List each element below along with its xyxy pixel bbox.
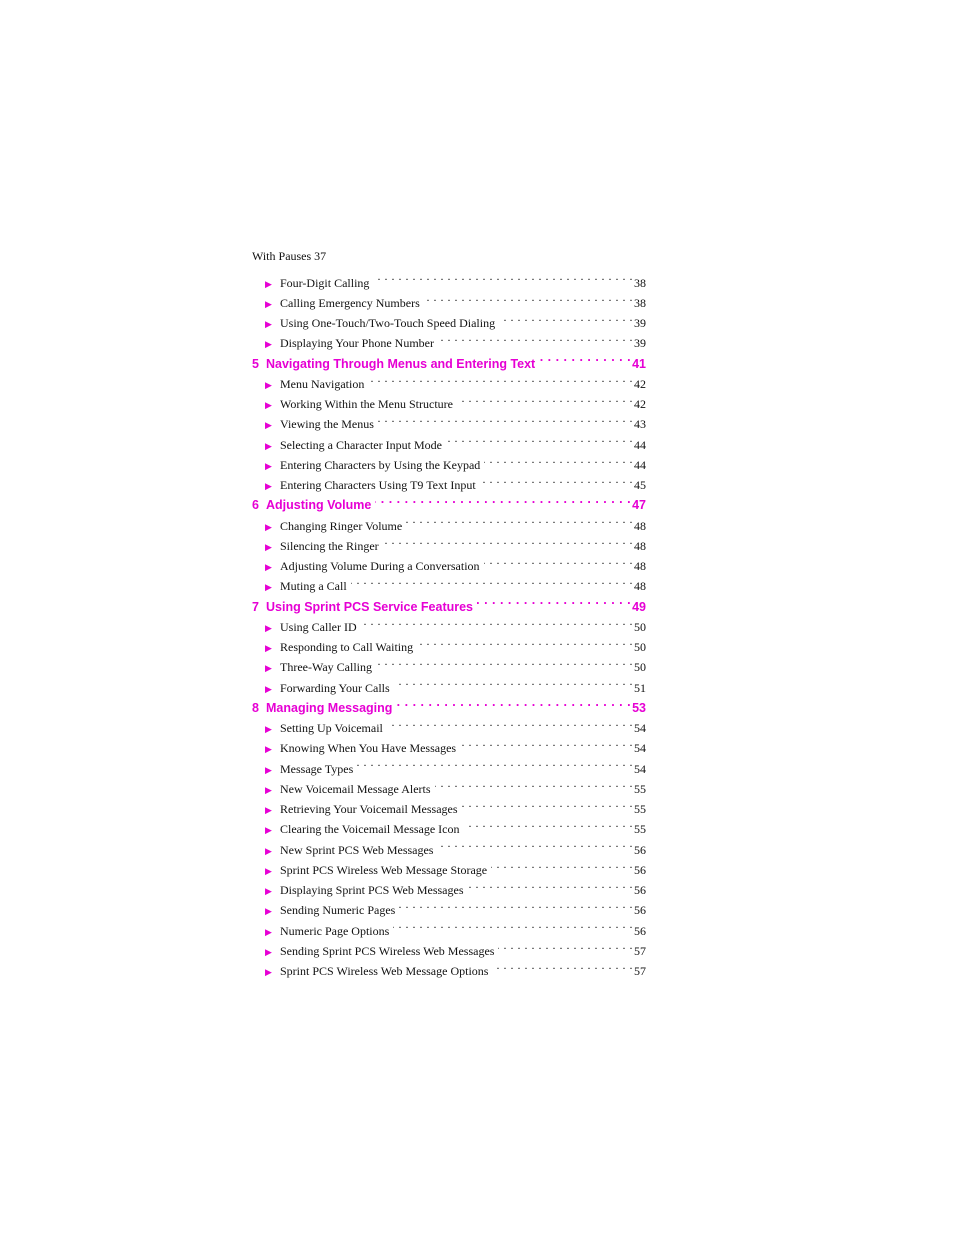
dot-leader [435, 773, 633, 793]
page-number: 54 [634, 721, 646, 735]
page-number: 56 [634, 883, 646, 897]
page-number: 56 [634, 903, 646, 918]
chapter-number: 5 [252, 356, 259, 371]
triangle-bullet-icon: ▶ [265, 441, 272, 452]
entry-title: New Sprint PCS Web Messages [280, 842, 434, 857]
entry-title: Using Caller ID [280, 619, 357, 634]
entry-title: Responding to Call Waiting [280, 640, 414, 654]
page-number: 56 [634, 862, 646, 877]
entry-title: Silencing the Ringer [280, 538, 379, 553]
dot-leader [480, 469, 633, 489]
triangle-bullet-icon: ▶ [265, 482, 272, 492]
page-number: 55 [634, 781, 646, 796]
page-number: 45 [634, 478, 646, 492]
triangle-bullet-icon: ▶ [265, 623, 272, 634]
dot-leader [351, 570, 633, 590]
triangle-bullet-icon: ▶ [265, 664, 272, 675]
entry-title: Menu Navigation [280, 376, 365, 391]
page-number: 51 [634, 680, 646, 695]
triangle-bullet-icon: ▶ [265, 299, 272, 310]
page-number: 57 [634, 964, 646, 978]
dot-leader [437, 833, 633, 853]
chapter-title: Managing Messaging [266, 700, 393, 715]
triangle-bullet-icon: ▶ [265, 563, 272, 573]
page-number: 50 [634, 660, 646, 675]
dot-leader [406, 509, 633, 529]
chapter-title: Using Sprint PCS Service Features [266, 599, 474, 614]
page-number: 44 [634, 437, 646, 452]
entry-title: Clearing the Voicemail Message Icon [280, 822, 460, 837]
entry-title: Knowing When You Have Messages [280, 741, 457, 756]
page-number: 55 [634, 802, 646, 816]
page-number: 50 [634, 640, 646, 654]
triangle-bullet-icon: ▶ [265, 947, 272, 958]
dot-leader [417, 631, 633, 651]
triangle-bullet-icon: ▶ [265, 785, 272, 796]
table-of-contents [252, 246, 646, 978]
dot-leader [387, 712, 633, 732]
dot-leader [438, 327, 633, 347]
triangle-bullet-icon: ▶ [265, 542, 272, 553]
chapter-number: 8 [252, 700, 259, 715]
triangle-bullet-icon: ▶ [265, 907, 272, 918]
dot-leader [460, 732, 633, 752]
chapter-title: Navigating Through Menus and Entering Text [266, 356, 536, 371]
page-number: 54 [634, 761, 646, 776]
dot-leader [468, 874, 634, 894]
dot-leader [477, 590, 631, 610]
triangle-bullet-icon: ▶ [265, 725, 272, 735]
entry-title: Message Types [280, 761, 354, 776]
dot-leader [492, 955, 633, 975]
entry-title: Muting a Call [280, 579, 347, 594]
entry-title: Working Within the Menu Structure [280, 397, 453, 411]
triangle-bullet-icon: ▶ [265, 806, 272, 816]
entry-title: Forwarding Your Calls [280, 680, 390, 695]
entry-title: Selecting a Character Input Mode [280, 437, 442, 452]
dot-leader [396, 692, 631, 712]
page-number: 41 [632, 356, 646, 371]
page-number: 48 [634, 538, 646, 553]
entry-title: Sprint PCS Wireless Web Message Options [280, 964, 489, 978]
entry-title: Displaying Sprint PCS Web Messages [280, 883, 464, 897]
chapter-number: 6 [252, 498, 259, 513]
page-number: 48 [634, 518, 646, 533]
dot-leader [378, 408, 633, 428]
dot-leader [373, 266, 633, 286]
dot-leader [361, 611, 633, 631]
chapter-number: 7 [252, 599, 259, 614]
triangle-bullet-icon: ▶ [265, 380, 272, 391]
toc-row[interactable] [252, 266, 646, 290]
page-number: 54 [634, 741, 646, 756]
dot-leader [462, 793, 633, 813]
intro-line: With Pauses 37 [252, 249, 327, 263]
page-number: 56 [634, 842, 646, 857]
dot-leader [446, 428, 633, 448]
entry-title: Entering Characters by Using the Keypad [280, 457, 481, 472]
entry-title: Retrieving Your Voicemail Messages [280, 802, 458, 816]
triangle-bullet-icon: ▶ [265, 644, 272, 654]
entry-title: Using One-Touch/Two-Touch Speed Dialing [280, 316, 496, 330]
entry-title: Sending Numeric Pages [280, 903, 396, 918]
entry-title: Displaying Your Phone Number [280, 336, 435, 351]
triangle-bullet-icon: ▶ [265, 279, 272, 290]
triangle-bullet-icon: ▶ [265, 826, 272, 837]
page-number: 43 [634, 417, 646, 432]
page-number: 39 [634, 336, 646, 351]
toc-entries [252, 266, 646, 978]
triangle-bullet-icon: ▶ [265, 765, 272, 776]
page-number: 47 [632, 498, 646, 513]
page-number: 49 [632, 599, 646, 614]
triangle-bullet-icon: ▶ [265, 684, 272, 695]
page-number: 53 [632, 700, 646, 715]
dot-leader [498, 935, 633, 955]
triangle-bullet-icon: ▶ [265, 340, 272, 351]
chapter-title: Adjusting Volume [266, 498, 372, 513]
dot-leader [368, 368, 633, 388]
triangle-bullet-icon: ▶ [265, 401, 272, 411]
triangle-bullet-icon: ▶ [265, 745, 272, 756]
dot-leader [539, 347, 631, 367]
entry-title: Four-Digit Calling [280, 275, 370, 290]
dot-leader [357, 752, 633, 772]
entry-title: Numeric Page Options [280, 923, 390, 938]
entry-title: New Voicemail Message Alerts [280, 781, 431, 796]
page-number: 48 [634, 559, 646, 573]
dot-leader [394, 671, 633, 691]
dot-leader [499, 307, 633, 327]
triangle-bullet-icon: ▶ [265, 461, 272, 472]
triangle-bullet-icon: ▶ [265, 968, 272, 978]
page-number: 48 [634, 579, 646, 594]
dot-leader [491, 854, 633, 874]
dot-leader [457, 388, 633, 408]
page-number: 38 [634, 295, 646, 310]
triangle-bullet-icon: ▶ [265, 421, 272, 432]
page-number: 56 [634, 923, 646, 938]
dot-leader [376, 651, 633, 671]
dot-leader [484, 550, 633, 570]
triangle-bullet-icon: ▶ [265, 846, 272, 857]
triangle-bullet-icon: ▶ [265, 583, 272, 594]
entry-title: Calling Emergency Numbers [280, 295, 420, 310]
dot-leader [399, 894, 633, 914]
page-number: 42 [634, 397, 646, 411]
triangle-bullet-icon: ▶ [265, 522, 272, 533]
entry-title: Setting Up Voicemail [280, 721, 383, 735]
entry-title: Sprint PCS Wireless Web Message Storage [280, 862, 488, 877]
entry-title: Changing Ringer Volume [280, 518, 403, 533]
page-number: 50 [634, 619, 646, 634]
triangle-bullet-icon: ▶ [265, 887, 272, 897]
entry-title: Entering Characters Using T9 Text Input [280, 478, 476, 492]
entry-title: Sending Sprint PCS Wireless Web Messages [280, 943, 495, 958]
triangle-bullet-icon: ▶ [265, 320, 272, 330]
dot-leader [464, 813, 633, 833]
page-number: 44 [634, 457, 646, 472]
dot-leader [484, 449, 633, 469]
entry-title: Three-Way Calling [280, 660, 372, 675]
page-number: 55 [634, 822, 646, 837]
entry-title: Adjusting Volume During a Conversation [280, 559, 480, 573]
page-number: 39 [634, 316, 646, 330]
page-number: 42 [634, 376, 646, 391]
entry-title: Viewing the Menus [280, 417, 374, 432]
dot-leader [424, 287, 633, 307]
triangle-bullet-icon: ▶ [265, 866, 272, 877]
dot-leader [393, 914, 633, 934]
dot-leader [383, 530, 633, 550]
triangle-bullet-icon: ▶ [265, 927, 272, 938]
page-number: 57 [634, 943, 646, 958]
dot-leader [375, 489, 631, 509]
page-number: 38 [634, 275, 646, 290]
